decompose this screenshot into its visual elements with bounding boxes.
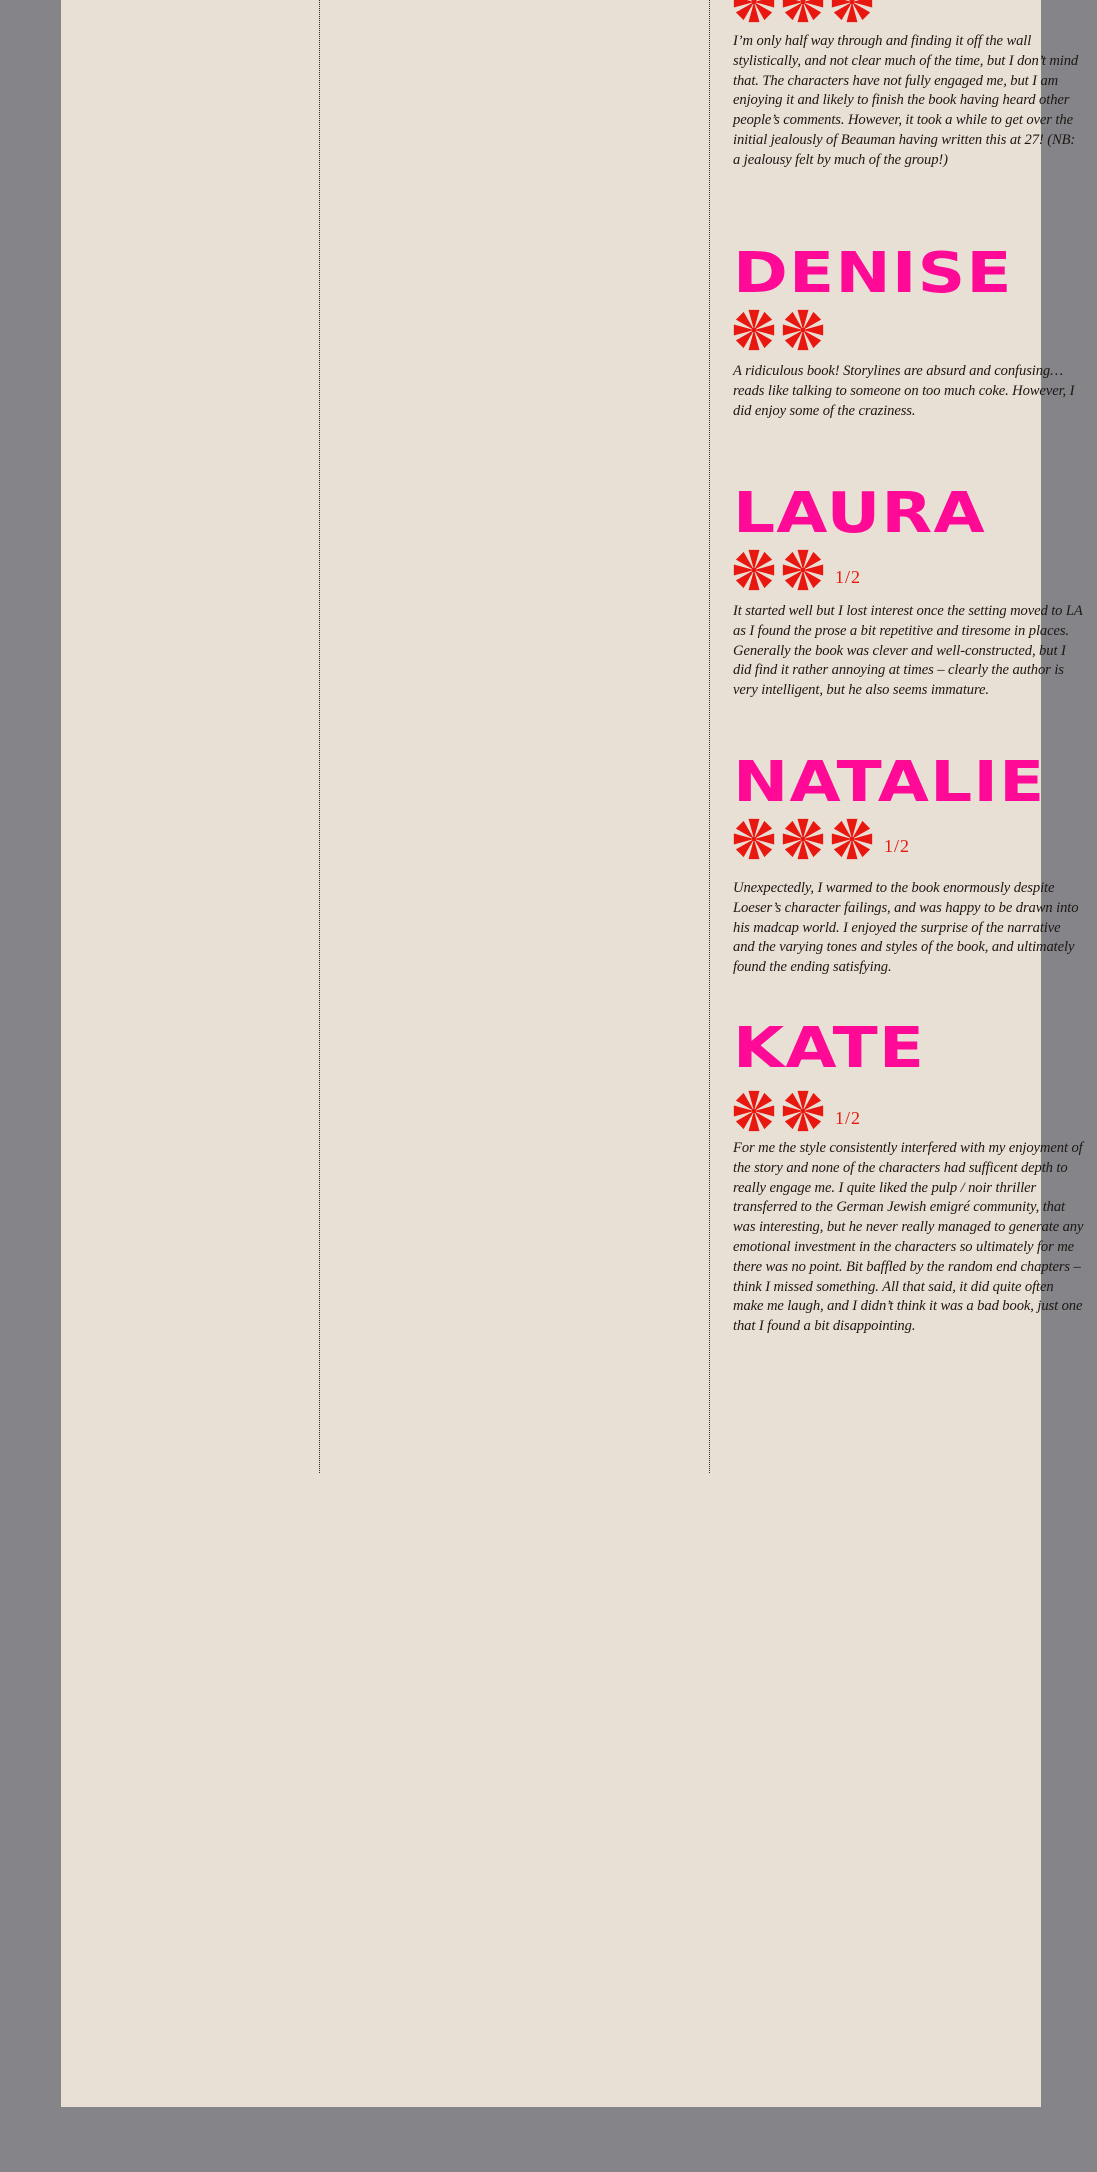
review-text: It started well but I lost interest once the setting moved to LA as I found the prose a bit repetitive and tiresome in places. Generally the book was clever and well-constructed, but I did find it rather annoying at times – clearly the author is very intelligent, but he also seems immature. — [733, 603, 1083, 699]
asterisk-star-icon — [733, 1090, 775, 1132]
reviewer-name: KATE — [733, 1016, 926, 1081]
review-item — [733, 0, 1085, 171]
review-text: A ridiculous book! Storylines are absurd and confusing… reads like talking to someone on too much coke. However, I did enjoy some of the craziness. — [733, 363, 1075, 419]
asterisk-star-icon — [831, 818, 873, 860]
column-divider-left — [319, 0, 320, 1473]
rating-stars — [733, 308, 1085, 352]
rating-stars — [733, 817, 1085, 861]
rating-stars — [733, 548, 1085, 592]
asterisk-star-icon — [733, 309, 775, 351]
asterisk-star-icon — [733, 818, 775, 860]
rating-stars — [733, 1089, 1085, 1133]
reviewer-name: NATALIE — [733, 750, 1046, 815]
review-item — [733, 241, 1085, 421]
review-text: Unexpectedly, I warmed to the book enormously despite Loeser’s character failings, and was happy to be drawn into his madcap world. I enjoyed the surprise of the narrative and the varying tones and styles of the book, and ultimately found the ending satisfying. — [733, 880, 1079, 976]
asterisk-star-icon — [782, 1090, 824, 1132]
asterisk-star-icon — [782, 818, 824, 860]
reviewer-name: LAURA — [733, 481, 986, 546]
rating-half-label: 1/2 — [835, 1107, 862, 1128]
asterisk-star-icon — [782, 549, 824, 591]
page-sheet — [61, 0, 1084, 2107]
asterisk-star-icon — [782, 0, 824, 23]
review-text: I’m only half way through and finding it off the wall stylistically, and not clear much of the time, but I don’t mind that. The characters have not fully engaged me, but I am enjoying it and likely to finish the book having heard other people’s comments. However, it took a while to get over the initial jealously of Beauman having written this at 27! (NB: a jealousy felt by much of the group!) — [733, 33, 1079, 168]
review-item — [733, 750, 1085, 978]
reviewer-name: DENISE — [733, 241, 1013, 306]
rating-half-label: 1/2 — [884, 835, 911, 856]
asterisk-star-icon — [733, 0, 775, 23]
column-divider-right — [709, 0, 710, 1473]
asterisk-star-icon — [733, 549, 775, 591]
asterisk-star-icon — [831, 0, 873, 23]
review-item — [733, 1016, 1085, 1337]
review-item — [733, 481, 1085, 701]
asterisk-star-icon — [782, 309, 824, 351]
review-text: For me the style consistently interfered with my enjoyment of the story and none of the characters had sufficent depth to really engage me. I quite liked the pulp / noir thriller transferred to the German Jewish emigré community, that was interesting, but he never really managed to generate any emotional investment in the characters so ultimately for me there was no point. Bit baffled by the random end chapters – think I missed something. All that said, it did quite often make me laugh, and I didn’t think it was a bad book, just one that I found a bit disappointing. — [733, 1140, 1084, 1335]
rating-stars — [733, 0, 1085, 24]
rating-half-label: 1/2 — [835, 566, 862, 587]
